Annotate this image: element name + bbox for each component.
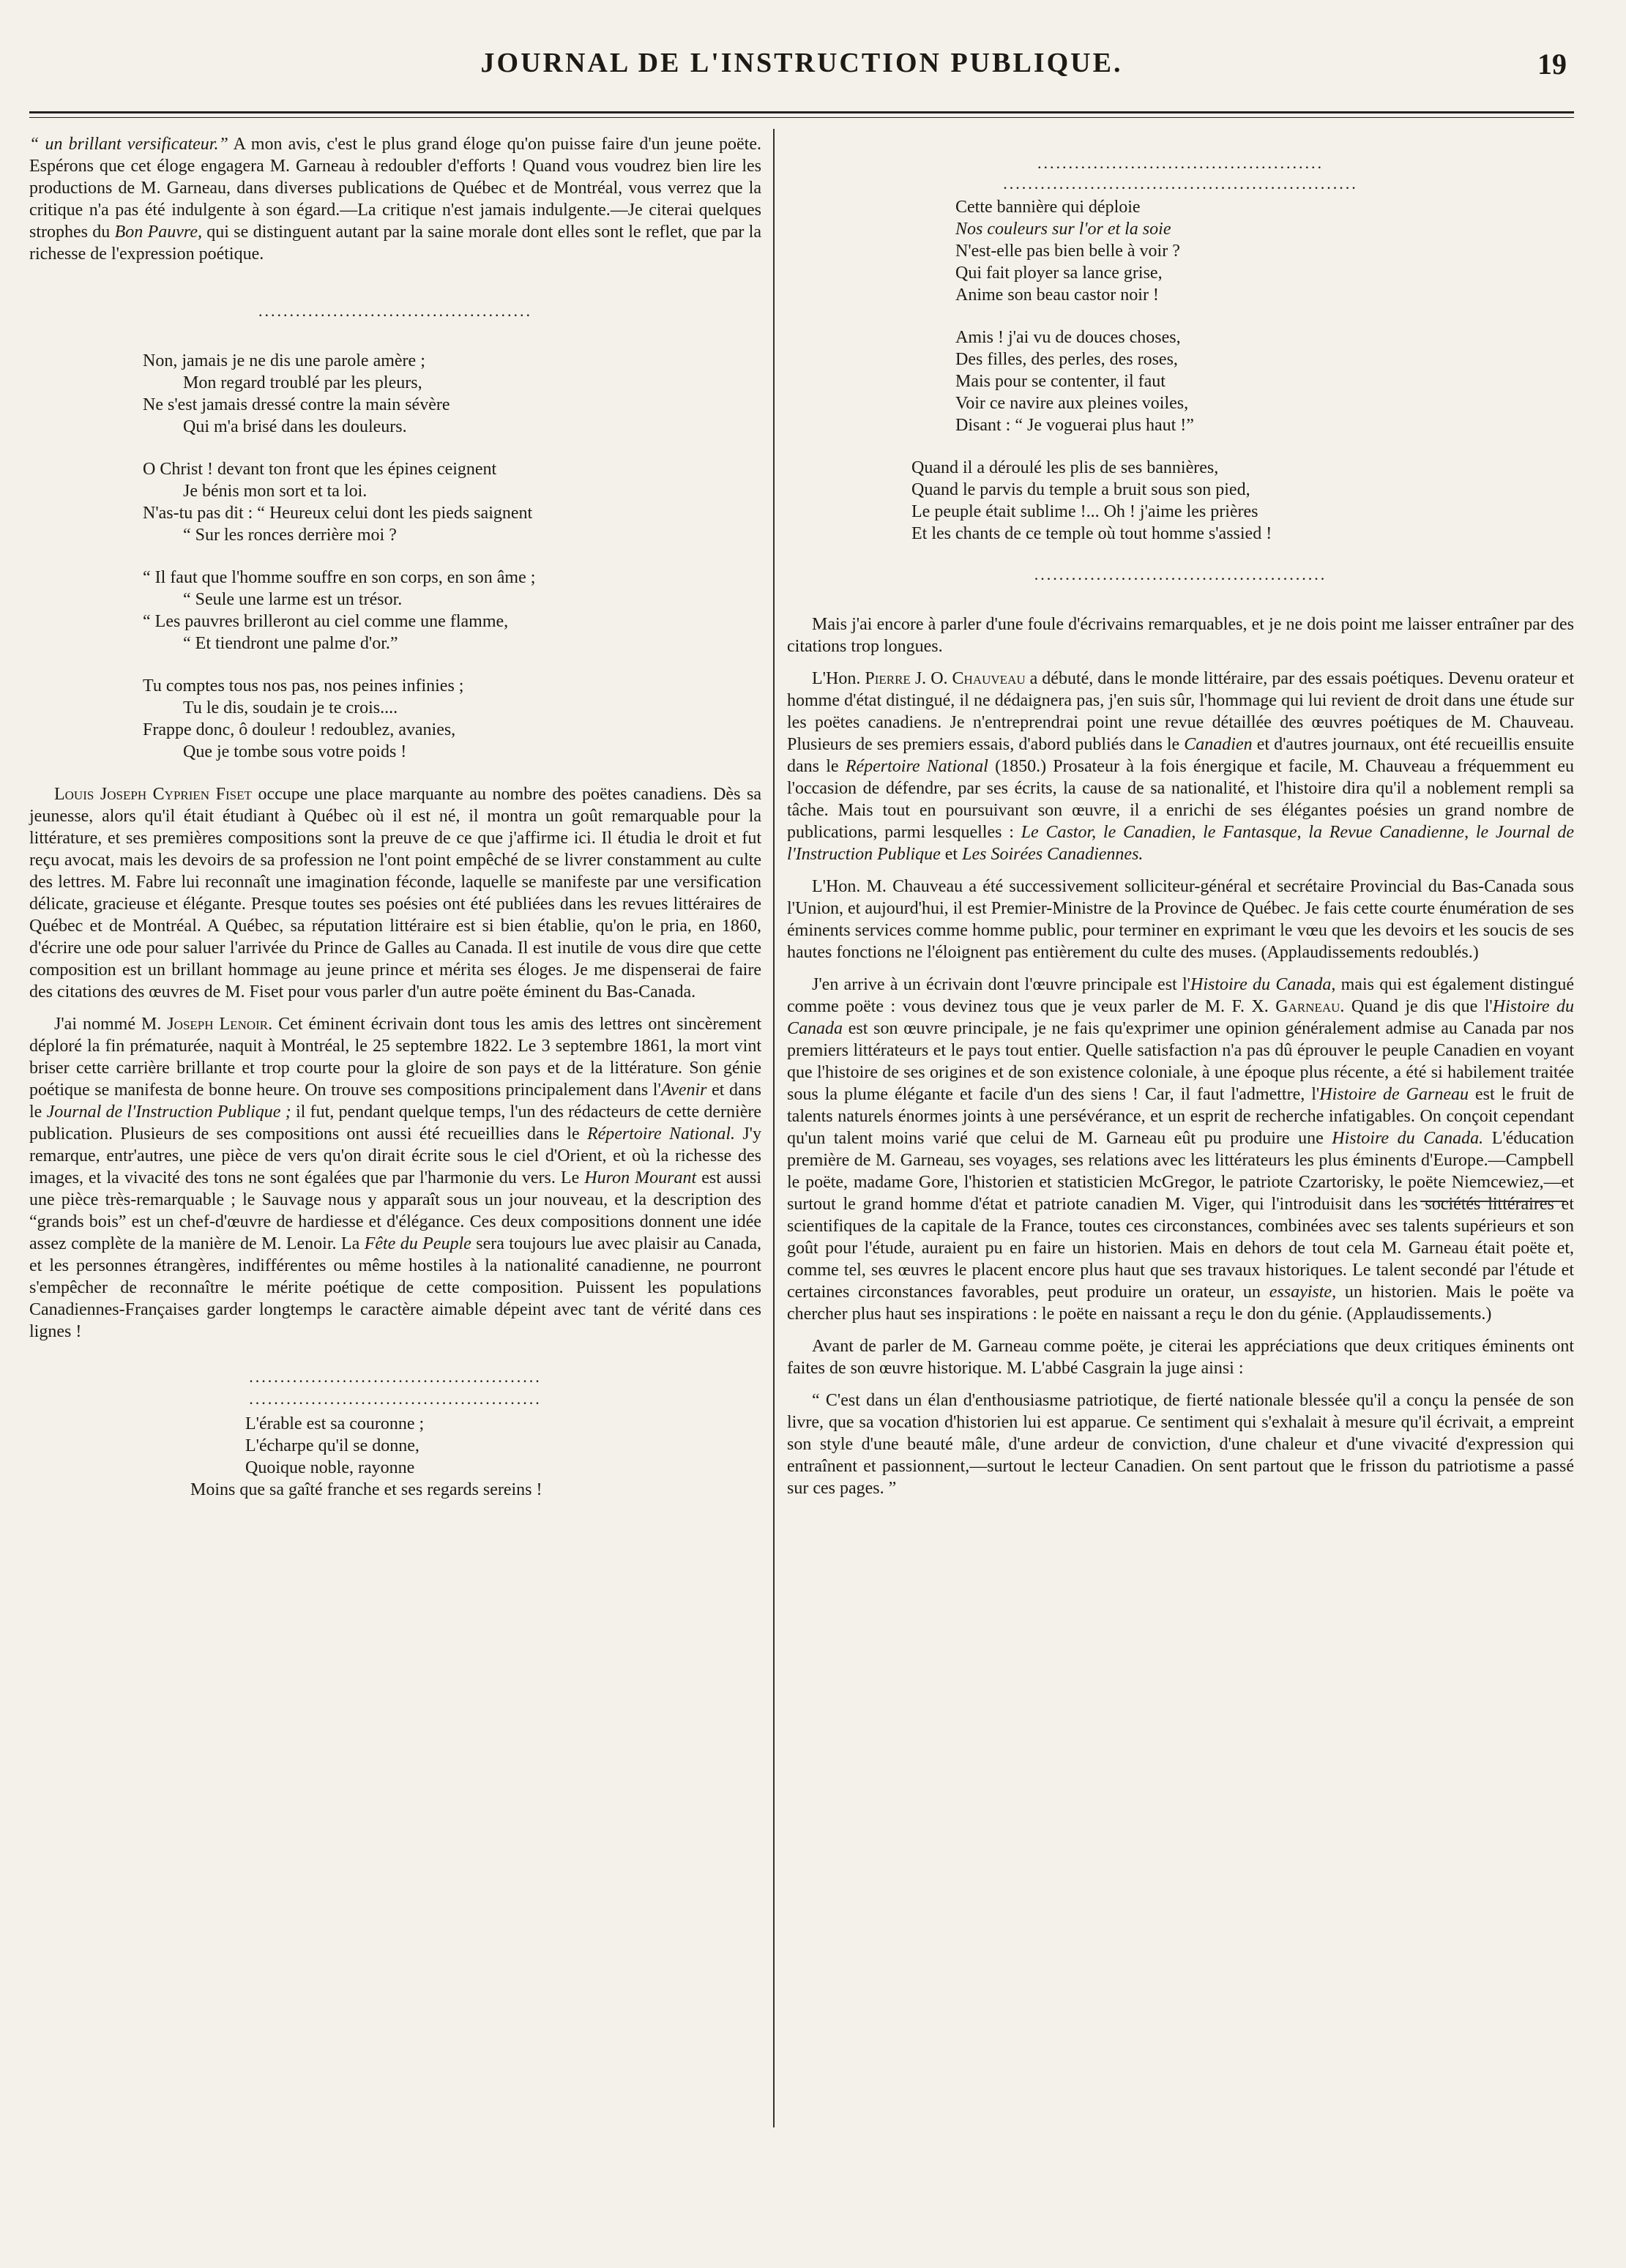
verse-line: Nos couleurs sur l'or et la soie: [955, 220, 1171, 239]
poem-title: Bon Pauvre,: [114, 223, 202, 242]
verse-line: Anime son beau castor noir !: [955, 286, 1159, 305]
verse-line: L'écharpe qu'il se donne,: [245, 1436, 419, 1455]
verse-line: Des filles, des perles, des roses,: [955, 350, 1178, 369]
text-run: sera toujours lue avec plaisir au Canada, et les personnes étrangères, indifférentes ou même hostiles à la nationalité canadienne, ne pourront s'empêcher de reconnaître le mérite poétique de cette composition. Puissent les populations Canadiennes-Françaises garder longtemps le caractère aimable dépeint avec tant de vérité dans ces lignes !: [29, 1234, 762, 1341]
publication-title: Histoire du Canada: [787, 997, 1574, 1038]
right-paragraph-chauveau-career: L'Hon. M. Chauveau a été successivement solliciteur-général et secrétaire Provincial du Bas-Canada sous l'Union, et aujourd'hui, il est Premier-Ministre de la Province de Québec. Je fais cette courte énumération de ses éminents services comme homme public, pour terminer en exprimant le vœu que les devoirs et les soucis de ses hautes fonctions ne l'éloignent pas entièrement du culte des muses. (Applaudissements redoublés.): [787, 877, 1574, 962]
text-run: et: [940, 845, 963, 864]
verse-line: Amis ! j'ai vu de douces choses,: [955, 328, 1181, 347]
text-run: qui se distinguent autant par la saine morale dont elles sont le reflet, que par la richesse de l'expression poétique.: [29, 223, 762, 264]
ellipsis-separator: ...............................................: [1034, 565, 1327, 583]
left-paragraph-1: [29, 133, 761, 265]
text-run: a débuté, dans le monde littéraire, par des essais poétiques. Devenu orateur et homme d'état distingué, il ne dédaignera pas, j'en suis sûr, l'hommage qui lui revient de droit dans une étude sur les poëtes canadiens. Je n'entreprendrai point une revue détaillée des œuvres poétiques de M. Chauveau. Plusieurs de ses premiers essais, d'abord publiés dans le: [787, 669, 1574, 754]
poem-stanza: [29, 350, 761, 438]
verse-line: O Christ ! devant ton front que les épines ceignent: [143, 460, 497, 479]
text-run: occupe une place marquante au nombre des poëtes canadiens. Dès sa jeunesse, alors qu'il était étudiant à Québec où il est né, il montra un goût remarquable pour la littérature, et ses premières compositions sont la preuve de ce que j'affirme ici. Il étudia le droit et fut reçu avocat, mais les devoirs de sa profession ne l'ont point empêché de se livrer constamment au culte des lettres. M. Fabre lui reconnaît une imagination féconde, laquelle se manifeste par une versification délicate, gracieuse et élégante. Presque toutes ses poésies ont été publiées dans les revues littéraires de Québec et de Montréal. A Québec, sa réputation littéraire est si bien établie, qu'on le pria, en 1860, d'écrire une ode pour saluer l'arrivée du Prince de Galles au Canada. Il est inutile de vous dire que cette composition est un brillant hommage au jeune prince et mérita ses éloges. Je me dispenserai de faire des citations des œuvres de M. Fiset pour vous parler d'un autre poëte éminent du Bas-Canada.: [29, 785, 761, 1001]
publication-title: Répertoire National: [845, 757, 988, 776]
person-name: Pierre J. O. Chauveau: [865, 669, 1026, 688]
verse-line: Cette bannière qui déploie: [955, 198, 1141, 217]
verse-line: Le peuple était sublime !... Oh ! j'aime les prières: [911, 502, 1258, 521]
header-rule-thick: [29, 111, 1574, 113]
ellipsis-separator: ............................................: [258, 302, 532, 320]
text-run: A mon avis, c'est le plus grand éloge qu'on puisse faire d'un jeune poëte. Espérons que cet éloge engagera M. Garneau à redoubler d'efforts ! Quand vous voudrez bien lire les productions de M. Garneau, dans diverses publications de Québec et de Montréal, vous verrez que la critique n'a pas été indulgente à son égard.—La critique n'est jamais indulgente.—Je citerai quelques strophes du: [29, 135, 761, 242]
left-paragraph-lenoir: [29, 1013, 761, 1343]
column-divider: [773, 129, 775, 2127]
verse-line: Qui m'a brisé dans les douleurs.: [183, 417, 407, 436]
text-run: est le fruit de talents naturels énormes joints à une persévérance, et un esprit de recherche infatigables. On conçoit cependant qu'un talent moins varié que celui de M. Garneau eût pu produire une: [787, 1085, 1574, 1148]
verse-line: Frappe donc, ô douleur ! redoublez, avanies,: [143, 720, 456, 739]
verse-line: “ Les pauvres brilleront au ciel comme une flamme,: [143, 612, 509, 631]
person-name: Joseph Lenoir.: [167, 1015, 273, 1034]
verse-line: Non, jamais je ne dis une parole amère ;: [143, 351, 425, 370]
right-paragraph-garneau: [787, 974, 1574, 1325]
text-run: L'éducation première de M. Garneau, ses voyages, ses relations avec les littérateurs les plus éminents d'Europe.—Campbell le poëte, madame Gore, l'historien et statisticien McGregor, le patriote Czartorisky, le poëte Niemcewiez,—et surtout le grand homme d'état et patriote canadien M. Viger, qui l'introduisit dans les sociétés littéraires et scientifiques de la capitale de la France, toutes ces circonstances, combinées avec ses talents supérieurs et son goût pour l'étude, auraient pu en faire un historien. Mais en dehors de tout cela M. Garneau était poëte et, comme tel, ses œuvres le placent encore plus haut que ses travaux historiques. Le talent secondé par l'étude et certaines circonstances favorables, peut produire un orateur, un: [787, 1129, 1574, 1302]
text-run: est aussi une pièce très-remarquable ; le Sauvage nous y apparaît sous un jour nouveau, et la description des “grands bois” est un chef-d'œuvre de hardiesse et d'élégance. Ces deux compositions donnent une idée assez complète de la manière de M. Lenoir. La: [29, 1168, 762, 1253]
verse-line: Disant : “ Je voguerai plus haut !”: [955, 416, 1194, 435]
verse-line: “ Sur les ronces derrière moi ?: [183, 526, 397, 545]
decorative-rule: [1420, 1201, 1567, 1202]
verse-line: Quoique noble, rayonne: [245, 1458, 415, 1477]
publication-title: Le Castor, le Canadien, le Fantasque, la Revue Canadienne, le Journal de l'Instruction Publique: [787, 823, 1575, 864]
ellipsis-separator: .........................................................: [1003, 174, 1358, 193]
text-run: est son œuvre principale, je ne fais qu'exprimer une opinion généralement admise au Canada par nos premiers littérateurs et le pays tout entier. Quelle satisfaction n'a pas dû éprouver le peuple Canadien en voyant que l'histoire de ses origines et de son existence coloniale, à une époque plus récente, a été si habilement traitée sous la plume élégante et facile d'un des siens ! Car, il faut l'admettre, l': [787, 1019, 1574, 1104]
verse-line: Qui fait ployer sa lance grise,: [955, 264, 1163, 283]
text-run: (1850.) Prosateur à la fois énergique et facile, M. Chauveau a fréquemment eu l'occasion de défendre, par ses écrits, la cause de sa nationalité, et l'histoire dira qu'il a noblement rempli sa tâche. Mais tout en poursuivant son œuvre, il a enrichi de ses élégantes poésies un grand nombre de publications, parmi lesquelles :: [787, 757, 1574, 842]
verse-line: Voir ce navire aux pleines voiles,: [955, 394, 1189, 413]
verse-line: Tu le dis, soudain je te crois....: [183, 698, 398, 717]
verse-line: Que je tombe sous votre poids !: [183, 742, 407, 761]
poem-stanza: [29, 458, 761, 546]
person-name: Garneau.: [1275, 997, 1345, 1016]
publication-title: Les Soirées Canadiennes.: [962, 845, 1144, 864]
verse-line: Quand le parvis du temple a bruit sous son pied,: [911, 480, 1250, 499]
poem-title: Huron Mourant: [584, 1168, 697, 1187]
header-rule-thin: [29, 117, 1574, 118]
right-paragraph-appreciations: Avant de parler de M. Garneau comme poëte, je citerai les appréciations que deux critiques éminents ont faites de son œuvre historique. M. L'abbé Casgrain la juge ainsi :: [787, 1337, 1574, 1378]
poem-stanza: [787, 457, 1574, 545]
verse-line: Ne s'est jamais dressé contre la main sévère: [143, 395, 450, 414]
verse-line: Je bénis mon sort et ta loi.: [183, 482, 368, 501]
running-header: [29, 47, 1574, 91]
person-name: Louis Joseph Cyprien Fiset: [54, 785, 252, 804]
text-run: J'en arrive à un écrivain dont l'œuvre principale est l': [812, 975, 1190, 994]
publication-title: Histoire du Canada,: [1190, 975, 1336, 994]
poem-title: Fête du Peuple: [364, 1234, 471, 1253]
left-paragraph-fiset: [29, 783, 761, 1003]
journal-title: JOURNAL DE L'INSTRUCTION PUBLIQUE.: [480, 48, 1123, 78]
text-run: J'y remarque, entr'autres, une pièce de vers qu'on dirait écrite sous le ciel d'Orient, et où la richesse des images, et la vivacité des tons ne sont égalées que par l'harmonie du vers. Le: [29, 1124, 761, 1187]
poem-stanza: [787, 327, 1574, 436]
poem-stanza: [29, 567, 761, 654]
verse-line: N'est-elle pas bien belle à voir ?: [955, 242, 1180, 261]
right-paragraph-1: Mais j'ai encore à parler d'une foule d'écrivains remarquables, et je ne dois point me laisser entraîner par des citations trop longues.: [787, 615, 1574, 656]
publication-title: Canadien: [1184, 735, 1253, 754]
text-run: Quand je dis que l': [1344, 997, 1493, 1016]
right-paragraph-casgrain-quote: “ C'est dans un élan d'enthousiasme patriotique, de fierté nationale blessée qu'il a conçu la pensée de son livre, que sa vocation d'historien lui est apparue. Ce sentiment qui s'exhalait à mesure qu'il écrivait, a empreint son style d'une beauté mâle, d'une ardeur de conviction, d'une chaleur et d'une vivacité d'expression qui entraînent et passionnent,—surtout le lecteur Canadien. On sent partout que le frisson du patriotisme a passé sur ces pages. ”: [787, 1391, 1574, 1498]
verse-line: Moins que sa gaîté franche et ses regards sereins !: [190, 1480, 542, 1499]
poem-stanza: [29, 1413, 761, 1501]
ellipsis-separator: ..............................................: [1037, 154, 1324, 172]
verse-line: L'érable est sa couronne ;: [245, 1414, 425, 1433]
text-run: J'ai nommé M.: [54, 1015, 168, 1034]
right-column: [787, 133, 1574, 1510]
verse-line: “ Il faut que l'homme souffre en son corps, en son âme ;: [143, 568, 536, 587]
ellipsis-separator: ...............................................: [249, 1389, 542, 1408]
poem-stanza: [29, 675, 761, 763]
text-run: L'Hon.: [812, 669, 865, 688]
publication-title: Journal de l'Instruction Publique ;: [46, 1103, 291, 1122]
left-column: [29, 133, 761, 1521]
right-paragraph-chauveau: [787, 668, 1574, 865]
verse-line: “ Et tiendront une palme d'or.”: [183, 634, 398, 653]
verse-line: Mon regard troublé par les pleurs,: [183, 373, 422, 392]
quoted-phrase: “ un brillant versificateur.”: [29, 135, 228, 154]
text-run: mais qui est également distingué comme poëte : vous devinez tous que je veux parler de M. F. X.: [787, 975, 1575, 1016]
page-number: 19: [1537, 48, 1567, 81]
text-run: et d'autres journaux, ont été recueillis ensuite dans le: [787, 735, 1575, 776]
verse-line: Mais pour se contenter, il faut: [955, 372, 1166, 391]
verse-line: Quand il a déroulé les plis de ses bannières,: [911, 458, 1219, 477]
text-run: et dans le: [29, 1081, 762, 1122]
verse-line: Et les chants de ce temple où tout homme s'assied !: [911, 524, 1272, 543]
verse-line: N'as-tu pas dit : “ Heureux celui dont les pieds saignent: [143, 504, 533, 523]
publication-title: Histoire de Garneau: [1319, 1085, 1469, 1104]
publication-title: Répertoire National.: [586, 1124, 736, 1144]
text-run: Cet éminent écrivain dont tous les amis des lettres ont sincèrement déploré la fin prématurée, naquit à Montréal, le 25 septembre 1822. Le 3 septembre 1861, la mort vint briser cette carrière brillante et trop courte pour la gloire de son pays et de la littérature. Son génie poétique se manifesta de bonne heure. On trouve ses compositions principalement dans l': [29, 1015, 761, 1100]
text-run: il fut, pendant quelque temps, l'un des rédacteurs de cette dernière publication. Plusieurs de ses compositions ont aussi été recueillies dans le: [29, 1103, 761, 1144]
poem-stanza: [787, 196, 1574, 306]
verse-line: Tu comptes tous nos pas, nos peines infinies ;: [143, 676, 464, 695]
publication-title: Avenir: [660, 1081, 707, 1100]
text-run-italic: essayiste,: [1269, 1283, 1337, 1302]
text-run: un historien. Mais le poëte va chercher plus haut ses inspirations : le poëte en naissant a reçu le don du génie. (Applaudissements.): [787, 1283, 1574, 1324]
publication-title: Histoire du Canada.: [1332, 1129, 1484, 1148]
verse-line: “ Seule une larme est un trésor.: [183, 590, 403, 609]
ellipsis-separator: ...............................................: [249, 1368, 542, 1386]
